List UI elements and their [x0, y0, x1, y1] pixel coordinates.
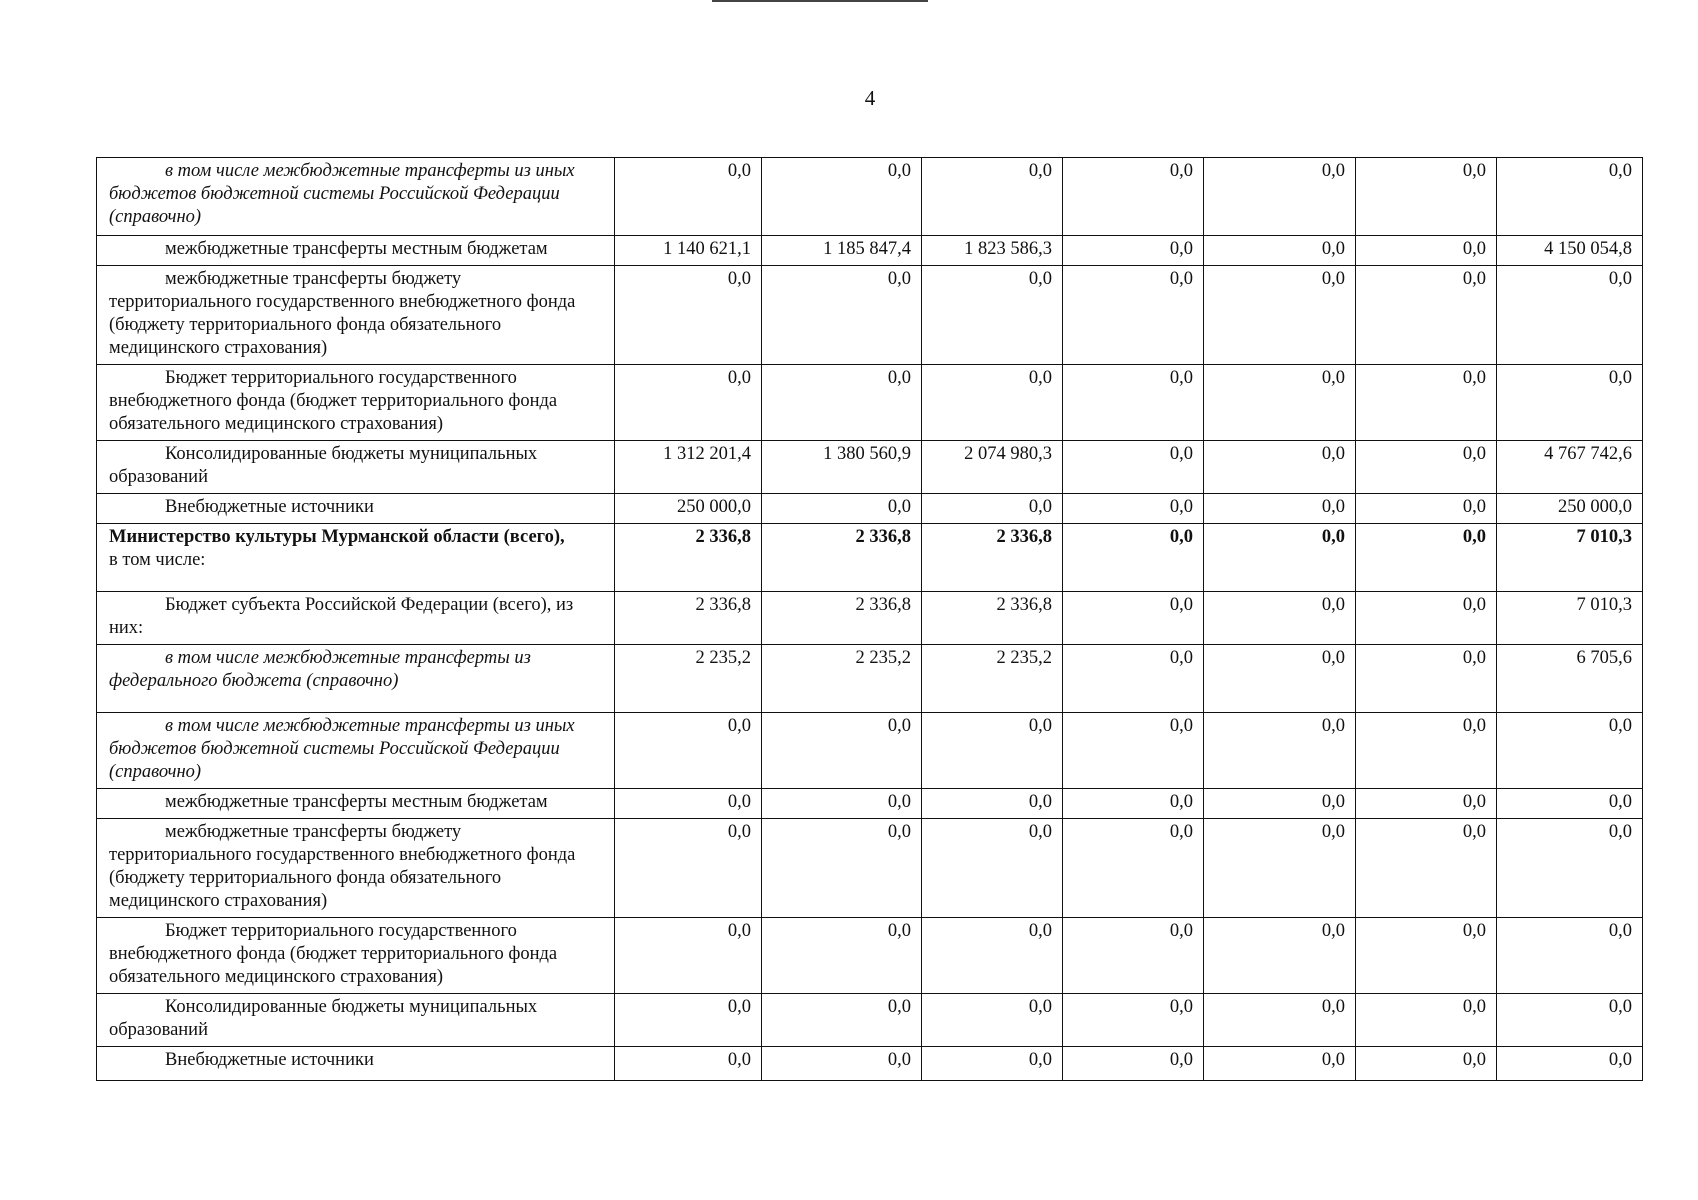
value-cell: 0,0 — [1204, 789, 1356, 819]
value-cell: 0,0 — [1356, 819, 1497, 918]
value-cell: 0,0 — [762, 713, 922, 789]
row-description: в том числе межбюджетные трансферты из иных бюджетов бюджетной системы Российской Федерации (справочно) — [109, 161, 575, 227]
value-cell: 0,0 — [615, 789, 762, 819]
table-row — [97, 441, 1643, 494]
value-cell: 0,0 — [1497, 365, 1643, 441]
value-cell: 0,0 — [1204, 158, 1356, 236]
value-cell: 1 140 621,1 — [615, 236, 762, 266]
table-row — [97, 645, 1643, 713]
value-cell: 0,0 — [1356, 441, 1497, 494]
page-number: 4 — [864, 86, 876, 110]
value-cell: 0,0 — [922, 1047, 1063, 1081]
value-cell: 0,0 — [1204, 266, 1356, 365]
row-description-cell — [97, 789, 615, 819]
value-cell: 0,0 — [1063, 819, 1204, 918]
value-cell: 2 235,2 — [615, 645, 762, 713]
value-cell: 0,0 — [615, 266, 762, 365]
value-cell: 0,0 — [762, 1047, 922, 1081]
row-description: межбюджетные трансферты местным бюджетам — [165, 239, 548, 259]
value-cell: 0,0 — [922, 713, 1063, 789]
value-cell: 0,0 — [762, 819, 922, 918]
row-description: Бюджет территориального государственного внебюджетного фонда (бюджет территориального фонда обязательного медицинского страхования) — [109, 921, 558, 987]
table-row — [97, 819, 1643, 918]
value-cell: 0,0 — [922, 365, 1063, 441]
value-cell: 0,0 — [762, 789, 922, 819]
value-cell: 0,0 — [1356, 365, 1497, 441]
row-description-cell — [97, 713, 615, 789]
value-cell: 0,0 — [762, 918, 922, 994]
value-cell: 0,0 — [1356, 494, 1497, 524]
value-cell: 0,0 — [762, 494, 922, 524]
value-cell: 0,0 — [1356, 592, 1497, 645]
value-cell: 2 235,2 — [762, 645, 922, 713]
value-cell: 0,0 — [615, 158, 762, 236]
value-cell: 0,0 — [1497, 819, 1643, 918]
row-description-cell — [97, 158, 615, 236]
value-cell: 0,0 — [1063, 645, 1204, 713]
table-row — [97, 365, 1643, 441]
value-cell: 0,0 — [922, 266, 1063, 365]
value-cell: 0,0 — [1063, 158, 1204, 236]
value-cell: 0,0 — [762, 994, 922, 1047]
value-cell: 2 336,8 — [615, 592, 762, 645]
row-description: Консолидированные бюджеты муниципальных образований — [109, 444, 538, 487]
value-cell: 0,0 — [1204, 713, 1356, 789]
value-cell: 0,0 — [1356, 236, 1497, 266]
value-cell: 7 010,3 — [1497, 524, 1643, 592]
value-cell: 0,0 — [1063, 494, 1204, 524]
value-cell: 250 000,0 — [615, 494, 762, 524]
value-cell: 0,0 — [922, 994, 1063, 1047]
row-description: Консолидированные бюджеты муниципальных образований — [109, 997, 538, 1040]
table-row — [97, 266, 1643, 365]
value-cell: 0,0 — [922, 158, 1063, 236]
table-row — [97, 494, 1643, 524]
value-cell: 0,0 — [1204, 645, 1356, 713]
value-cell: 4 150 054,8 — [1497, 236, 1643, 266]
value-cell: 0,0 — [1356, 918, 1497, 994]
value-cell: 0,0 — [615, 819, 762, 918]
value-cell: 0,0 — [1063, 789, 1204, 819]
row-description-cell — [97, 592, 615, 645]
row-description-cell — [97, 645, 615, 713]
value-cell: 0,0 — [1063, 236, 1204, 266]
value-cell: 0,0 — [922, 494, 1063, 524]
table-row — [97, 236, 1643, 266]
row-description: в том числе межбюджетные трансферты из иных бюджетов бюджетной системы Российской Федерации (справочно) — [109, 716, 575, 782]
value-cell: 0,0 — [1497, 1047, 1643, 1081]
value-cell: 1 185 847,4 — [762, 236, 922, 266]
row-description: Внебюджетные источники — [165, 1050, 374, 1070]
row-description-cell — [97, 441, 615, 494]
table-row — [97, 592, 1643, 645]
row-description-cell — [97, 524, 615, 592]
value-cell: 0,0 — [762, 266, 922, 365]
value-cell: 0,0 — [762, 365, 922, 441]
value-cell: 0,0 — [1356, 645, 1497, 713]
value-cell: 0,0 — [1063, 994, 1204, 1047]
value-cell: 2 336,8 — [922, 524, 1063, 592]
value-cell: 0,0 — [615, 994, 762, 1047]
value-cell: 1 823 586,3 — [922, 236, 1063, 266]
row-description: Бюджет территориального государственного внебюджетного фонда (бюджет территориального фонда обязательного медицинского страхования) — [109, 368, 558, 434]
value-cell: 0,0 — [1063, 592, 1204, 645]
table-row — [97, 1047, 1643, 1081]
table-row — [97, 713, 1643, 789]
value-cell: 0,0 — [1204, 236, 1356, 266]
value-cell: 0,0 — [762, 158, 922, 236]
value-cell: 250 000,0 — [1497, 494, 1643, 524]
value-cell: 0,0 — [1063, 365, 1204, 441]
value-cell: 0,0 — [1204, 494, 1356, 524]
value-cell: 0,0 — [1063, 1047, 1204, 1081]
value-cell: 0,0 — [1356, 266, 1497, 365]
row-description: в том числе межбюджетные трансферты из федерального бюджета (справочно) — [109, 648, 531, 691]
table-row — [97, 158, 1643, 236]
value-cell: 1 380 560,9 — [762, 441, 922, 494]
value-cell: 1 312 201,4 — [615, 441, 762, 494]
value-cell: 0,0 — [1497, 994, 1643, 1047]
value-cell: 2 336,8 — [615, 524, 762, 592]
row-description: межбюджетные трансферты местным бюджетам — [165, 792, 548, 812]
value-cell: 0,0 — [1497, 713, 1643, 789]
value-cell: 0,0 — [1497, 789, 1643, 819]
row-description: межбюджетные трансферты бюджету территориального государственного внебюджетного фонда (бюджету территориального фонда обязательного медицинского страхования) — [109, 269, 576, 358]
value-cell: 0,0 — [1356, 524, 1497, 592]
row-description: межбюджетные трансферты бюджету территориального государственного внебюджетного фонда (бюджету территориального фонда обязательного медицинского страхования) — [109, 822, 576, 911]
row-description-cell — [97, 236, 615, 266]
row-description: Внебюджетные источники — [165, 497, 374, 517]
top-edge-line — [712, 0, 928, 2]
value-cell: 0,0 — [1204, 441, 1356, 494]
value-cell: 0,0 — [1497, 918, 1643, 994]
value-cell: 0,0 — [1204, 365, 1356, 441]
row-description-cell — [97, 365, 615, 441]
value-cell: 2 336,8 — [762, 592, 922, 645]
value-cell: 0,0 — [1356, 713, 1497, 789]
value-cell: 2 336,8 — [922, 592, 1063, 645]
value-cell: 0,0 — [615, 918, 762, 994]
value-cell: 0,0 — [1204, 994, 1356, 1047]
value-cell: 0,0 — [1204, 1047, 1356, 1081]
table-row — [97, 789, 1643, 819]
value-cell: 2 235,2 — [922, 645, 1063, 713]
value-cell: 0,0 — [1356, 158, 1497, 236]
value-cell: 0,0 — [1356, 789, 1497, 819]
value-cell: 0,0 — [1063, 918, 1204, 994]
row-description: Бюджет субъекта Российской Федерации (всего), из них: — [109, 595, 574, 638]
row-description-cell — [97, 266, 615, 365]
value-cell: 2 336,8 — [762, 524, 922, 592]
value-cell: 0,0 — [615, 713, 762, 789]
table-body — [97, 158, 1643, 1081]
value-cell: 0,0 — [1497, 158, 1643, 236]
value-cell: 0,0 — [1063, 266, 1204, 365]
value-cell: 0,0 — [922, 819, 1063, 918]
budget-table — [96, 157, 1643, 1081]
value-cell: 0,0 — [1063, 524, 1204, 592]
value-cell: 0,0 — [922, 789, 1063, 819]
value-cell: 7 010,3 — [1497, 592, 1643, 645]
value-cell: 0,0 — [1497, 266, 1643, 365]
value-cell: 0,0 — [1204, 524, 1356, 592]
value-cell: 6 705,6 — [1497, 645, 1643, 713]
table-row — [97, 524, 1643, 592]
value-cell: 0,0 — [1356, 1047, 1497, 1081]
value-cell: 0,0 — [1063, 713, 1204, 789]
row-description-cell — [97, 1047, 615, 1081]
row-description-cell — [97, 819, 615, 918]
value-cell: 0,0 — [1063, 441, 1204, 494]
row-description-note: в том числе: — [109, 550, 206, 570]
row-description-cell — [97, 918, 615, 994]
row-description: Министерство культуры Мурманской области (всего), — [109, 527, 565, 547]
value-cell: 0,0 — [922, 918, 1063, 994]
row-description-cell — [97, 994, 615, 1047]
table-row — [97, 918, 1643, 994]
value-cell: 0,0 — [1204, 592, 1356, 645]
row-description-cell — [97, 494, 615, 524]
value-cell: 4 767 742,6 — [1497, 441, 1643, 494]
value-cell: 0,0 — [615, 365, 762, 441]
value-cell: 0,0 — [1204, 918, 1356, 994]
value-cell: 0,0 — [1356, 994, 1497, 1047]
value-cell: 0,0 — [615, 1047, 762, 1081]
table-row — [97, 994, 1643, 1047]
value-cell: 0,0 — [1204, 819, 1356, 918]
value-cell: 2 074 980,3 — [922, 441, 1063, 494]
